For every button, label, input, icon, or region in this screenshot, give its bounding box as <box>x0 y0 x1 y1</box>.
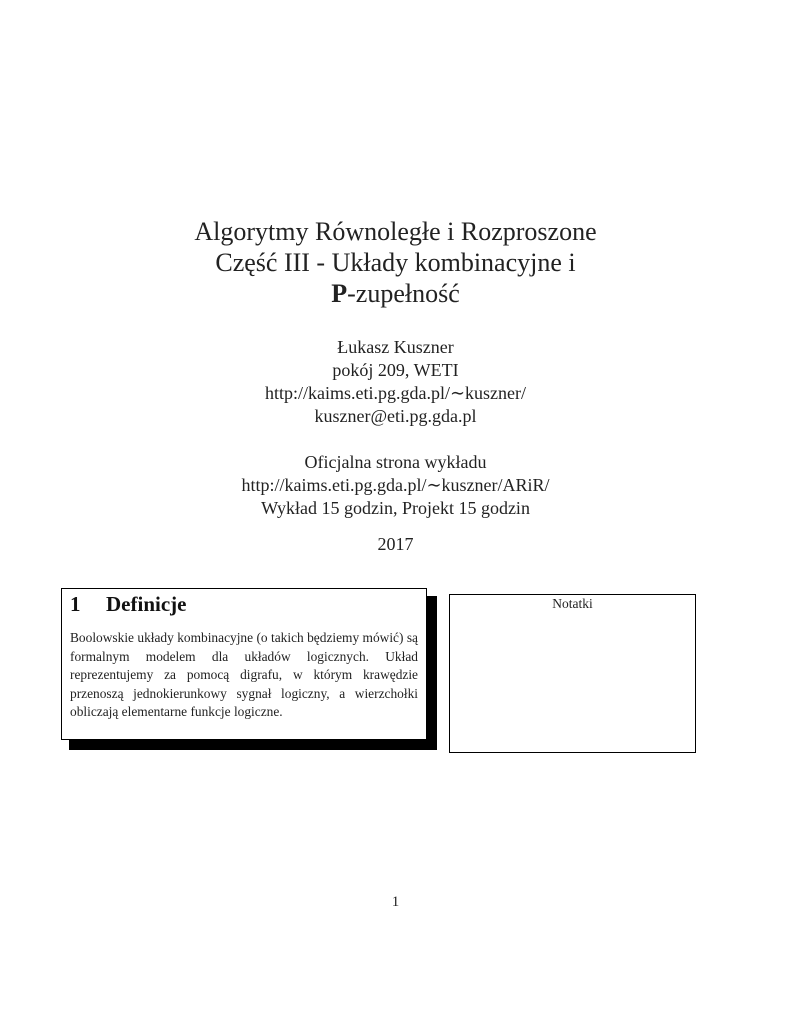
section-body-text: Boolowskie układy kombinacyjne (o takich będziemy mówić) są formalnym modelem dla układów logicznych. Układ reprezentujemy za pomocą digrafu, w którym krawędzie przenoszą jednokierunkowy sygnał logiczny, a wierzchołki obliczają elementarne funkcje logiczne. <box>70 630 418 720</box>
document-title <box>0 216 791 309</box>
section-box <box>61 588 427 740</box>
section-heading <box>70 591 418 617</box>
course-url: http://kaims.eti.pg.gda.pl/∼kuszner/ARiR/ <box>241 475 550 495</box>
title-bold-p: P <box>331 279 348 308</box>
title-line-2: Część III - Układy kombinacyjne i <box>215 248 576 277</box>
course-official-label: Oficjalna strona wykładu <box>304 452 487 472</box>
author-name: Łukasz Kuszner <box>337 337 454 357</box>
author-email: kuszner@eti.pg.gda.pl <box>314 406 477 426</box>
section-number: 1 <box>70 592 81 616</box>
course-info <box>0 451 791 520</box>
title-line-3-rest: -zupełność <box>347 279 460 308</box>
author-homepage: http://kaims.eti.pg.gda.pl/∼kuszner/ <box>264 383 527 403</box>
title-line-3 <box>0 278 791 309</box>
section-title: Definicje <box>106 592 187 616</box>
notes-label: Notatki <box>552 596 593 611</box>
author-info <box>0 336 791 428</box>
page-number: 1 <box>391 894 400 910</box>
course-hours: Wykład 15 godzin, Projekt 15 godzin <box>261 498 530 518</box>
title-line-1: Algorytmy Równoległe i Rozproszone <box>194 217 597 246</box>
document-year: 2017 <box>377 534 414 554</box>
author-room: pokój 209, WETI <box>332 360 459 380</box>
notes-box <box>449 594 696 753</box>
